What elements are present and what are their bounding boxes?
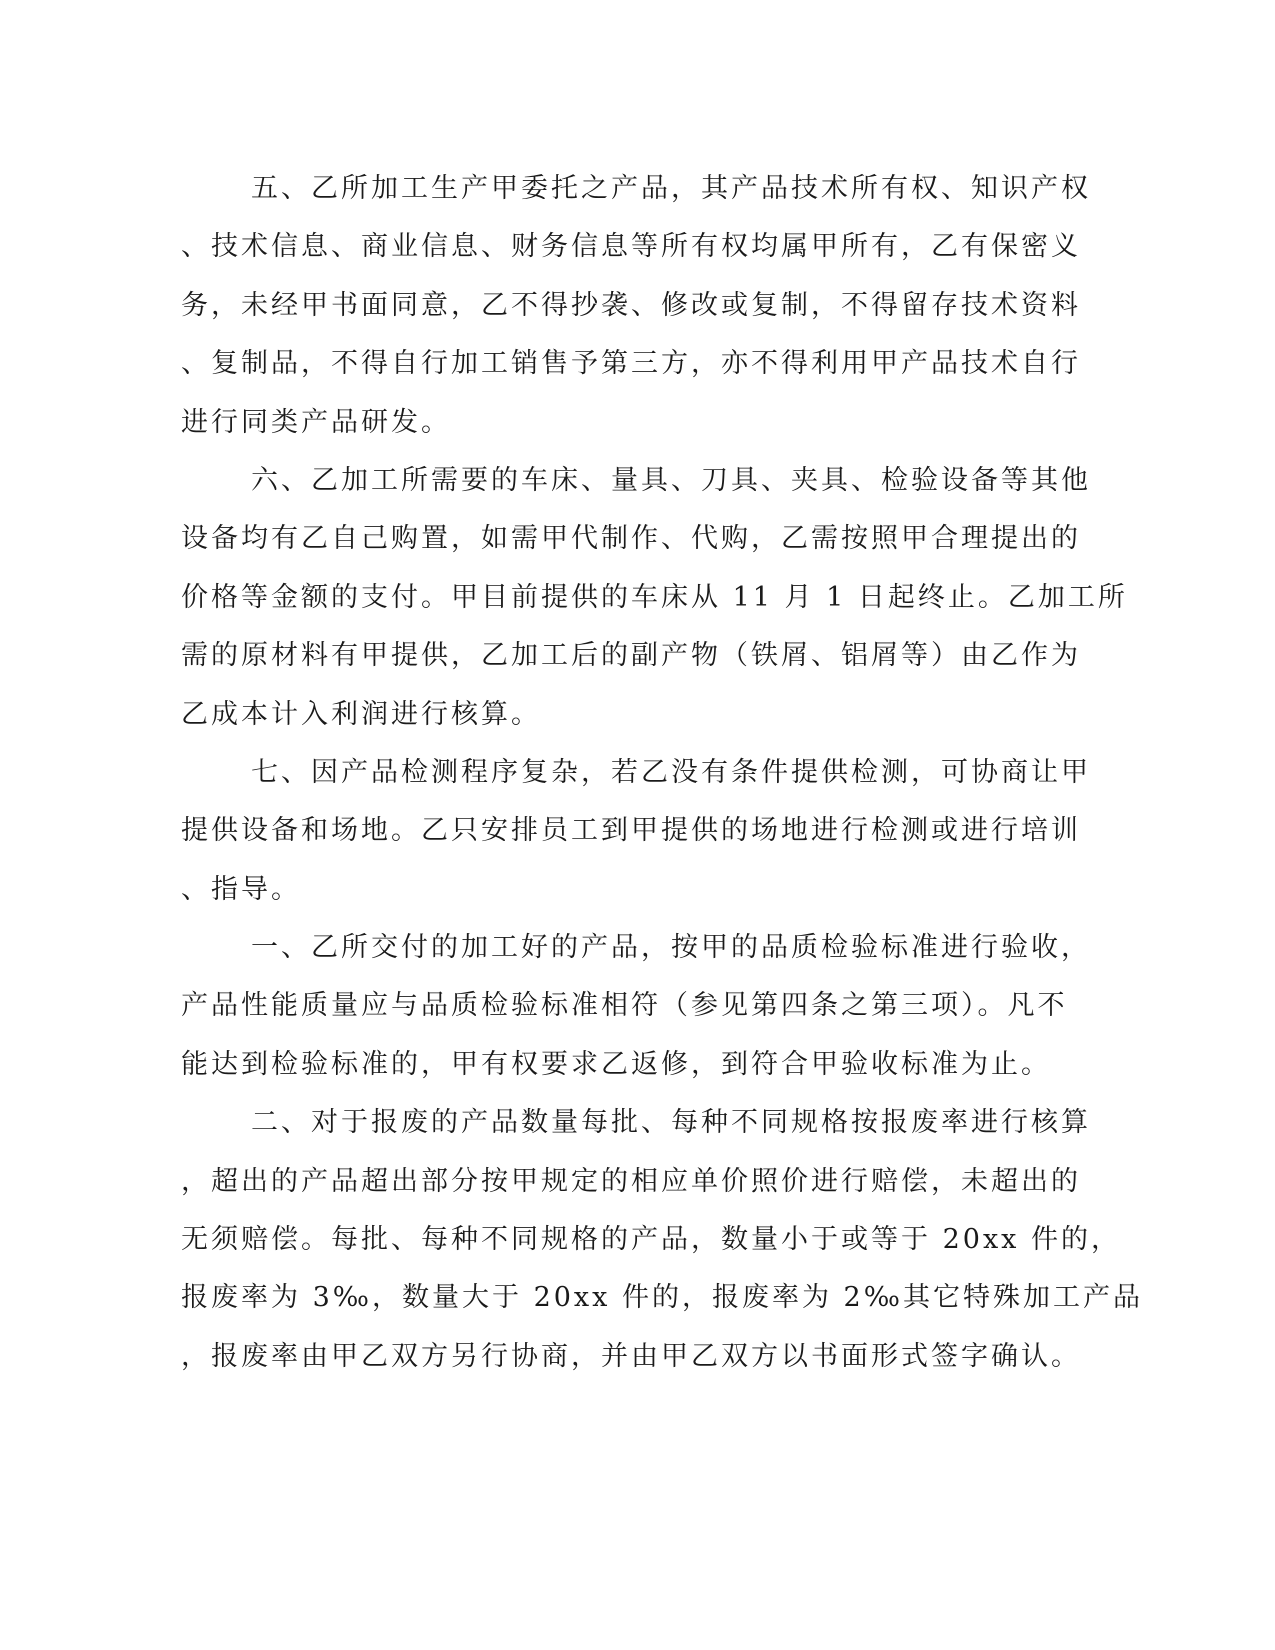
paragraph-5-line-4: 、复制品，不得自行加工销售予第三方，亦不得利用甲产品技术自行 — [181, 348, 1081, 380]
paragraph-7-line-2: 提供设备和场地。乙只安排员工到甲提供的场地进行检测或进行培训 — [181, 815, 1081, 847]
paragraph-6-line-5: 乙成本计入利润进行核算。 — [181, 698, 541, 730]
paragraph-7-line-3: 、指导。 — [181, 873, 301, 905]
paragraph-2-line-3: 无须赔偿。每批、每种不同规格的产品，数量小于或等于 20xx 件的， — [181, 1224, 1121, 1256]
paragraph-2-line-4: 报废率为 3‰，数量大于 20xx 件的，报废率为 2‰其它特殊加工产品 — [181, 1282, 1143, 1314]
paragraph-5-line-1: 五、乙所加工生产甲委托之产品，其产品技术所有权、知识产权 — [251, 173, 1091, 204]
paragraph-5-line-2: 、技术信息、商业信息、财务信息等所有权均属甲所有，乙有保密义 — [181, 231, 1081, 263]
paragraph-6-line-1: 六、乙加工所需要的车床、量具、刀具、夹具、检验设备等其他 — [251, 464, 1091, 496]
paragraph-2-line-2: ，超出的产品超出部分按甲规定的相应单价照价进行赔偿，未超出的 — [181, 1165, 1081, 1197]
paragraph-1-line-3: 能达到检验标准的，甲有权要求乙返修，到符合甲验收标准为止。 — [181, 1048, 1051, 1080]
paragraph-1-line-2: 产品性能质量应与品质检验标准相符（参见第四条之第三项）。凡不 — [181, 990, 1068, 1022]
paragraph-6-line-2: 设备均有乙自己购置，如需甲代制作、代购，乙需按照甲合理提出的 — [181, 523, 1081, 555]
document-body — [181, 160, 1143, 1386]
paragraph-6-line-3: 价格等金额的支付。甲目前提供的车床从 11 月 1 日起终止。乙加工所 — [181, 581, 1128, 613]
paragraph-1-line-1: 一、乙所交付的加工好的产品，按甲的品质检验标准进行验收， — [251, 932, 1091, 964]
paragraph-6-line-4: 需的原材料有甲提供，乙加工后的副产物（铁屑、铝屑等）由乙作为 — [181, 640, 1081, 672]
paragraph-5-line-5: 进行同类产品研发。 — [181, 406, 451, 438]
paragraph-2-line-1: 二、对于报废的产品数量每批、每种不同规格按报废率进行核算 — [251, 1107, 1091, 1139]
paragraph-7-line-1: 七、因产品检测程序复杂，若乙没有条件提供检测，可协商让甲 — [251, 756, 1091, 788]
paragraph-5-line-3: 务，未经甲书面同意，乙不得抄袭、修改或复制，不得留存技术资料 — [181, 289, 1081, 321]
paragraph-2-line-5: ，报废率由甲乙双方另行协商，并由甲乙双方以书面形式签字确认。 — [181, 1340, 1081, 1372]
